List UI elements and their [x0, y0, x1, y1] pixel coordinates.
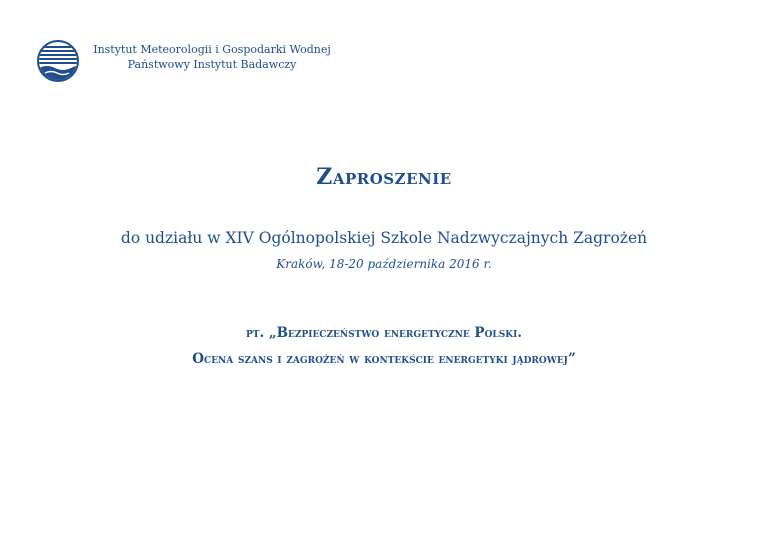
- invitation-title: Zaproszenie: [316, 164, 452, 190]
- event-place-date: Kraków, 18-20 października 2016 r.: [276, 257, 492, 271]
- org-name-line1: Instytut Meteorologii i Gospodarki Wodnej: [93, 43, 331, 56]
- event-topic-line2: Ocena szans i zagrożeń w kontekście energetyki jądrowej”: [192, 351, 576, 367]
- event-subtitle: do udziału w XIV Ogólnopolskiej Szkole Nadzwyczajnych Zagrożeń: [120, 229, 648, 247]
- organization-name: [84, 42, 340, 72]
- imgw-logo-icon: [37, 40, 79, 82]
- event-topic-line1: pt. „Bezpieczeństwo energetyczne Polski.: [246, 325, 522, 341]
- org-name-line2: Państwowy Instytut Badawczy: [127, 58, 297, 71]
